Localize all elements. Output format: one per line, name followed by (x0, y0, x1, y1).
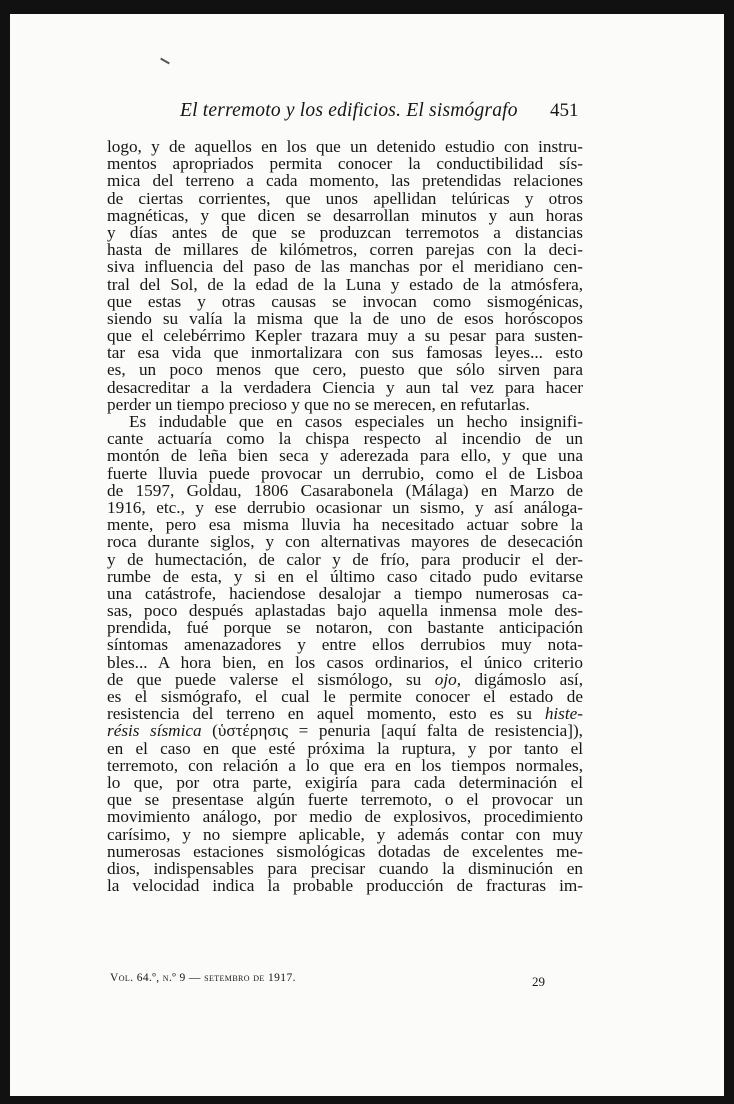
text-line: lo que, por otra parte, exigiría para cada determinación el (107, 772, 583, 792)
text-line: de ciertas corrientes, que unos apellidan telúricas y otros (107, 188, 583, 208)
text-line: résis sísmica (ὑστέρησις = penuria [aquí falta de resistencia]), (107, 721, 583, 741)
signature-mark: 29 (532, 974, 545, 989)
text-line: tar esa vida que inmortalizara con sus famosas leyes... esto (107, 343, 583, 363)
text-line: cante actuaría como la chispa respecto al incendio de un (107, 429, 583, 449)
running-title: El terremoto y los edificios. El sismógrafo (180, 100, 518, 121)
text-line: es el sismógrafo, el cual le permite conocer el estado de (107, 687, 583, 706)
text-line: carísimo, y no siempre aplicable, y además contar con muy (107, 824, 583, 844)
text-line: que el celebérrimo Kepler trazara muy a su pesar para susten- (107, 326, 583, 346)
text-line: movimiento análogo, por medio de explosivos, procedimiento (107, 807, 583, 827)
text-line: de 1597, Goldau, 1806 Casarabonela (Málaga) en Marzo de (107, 480, 583, 500)
text-line: mentos apropriados permita conocer la conductibilidad sís- (107, 154, 583, 174)
page-header (110, 92, 590, 128)
scan-border-bottom (0, 1096, 734, 1104)
text-line: que estas y otras causas se invocan como sismogénicas, (107, 291, 583, 311)
page-footer (110, 972, 590, 994)
text-line: numerosas estaciones sismológicas dotadas de excelentes me- (107, 841, 583, 861)
stray-ink-mark (160, 58, 170, 65)
text-line: dios, indispensables para precisar cuando la disminución en (107, 858, 583, 878)
text-line: sas, poco después aplastadas bajo aquella inmensa mole des- (107, 601, 583, 621)
text-line: perder un tiempo precioso y que no se merecen, en refutarlas. (107, 394, 530, 414)
text-line: hasta de millares de kilómetros, corren parejas con la deci- (107, 240, 583, 260)
volume-info: Vol. 64.º, n.º 9 — setembro de 1917. (110, 972, 296, 984)
text-line: desacreditar a la verdadera Ciencia y aun tal vez para hacer (107, 377, 583, 397)
text-line: y de humectación, de calor y de frío, para producir el der- (107, 549, 583, 569)
text-line: y días antes de que se produzcan terremotos a distancias (107, 222, 583, 242)
text-line: Es indudable que en casos especiales un hecho insignifi- (129, 412, 583, 431)
text-line: mente, pero esa misma lluvia ha necesitado actuar sobre la (107, 515, 583, 535)
text-line: resistencia del terreno en aquel momento, esto es su histe- (107, 704, 583, 724)
text-line: siendo su valía la misma que la de uno de esos horóscopos (107, 308, 583, 328)
text-line: tral del Sol, de la edad de la Luna y estado de la atmósfera, (107, 274, 583, 294)
text-line: en el caso en que esté próxima la ruptura, y por tanto el (107, 738, 583, 758)
text-line: terremoto, con relación a lo que era en los tiempos normales, (107, 755, 583, 775)
scan-border-top (0, 0, 734, 14)
text-line: fuerte lluvia puede provocar un derrubio, como el de Lisboa (107, 463, 583, 483)
text-line: magnéticas, y que dicen se desarrollan minutos y aun horas (107, 205, 583, 225)
text-line: que se presentase algún fuerte terremoto, o el provocar un (107, 790, 583, 810)
scan-border-right (724, 0, 734, 1104)
text-line: bles... A hora bien, en los casos ordinarios, el único criterio (107, 652, 583, 672)
text-line: prendida, fué porque se notaron, con bastante anticipación (107, 618, 583, 638)
text-line: de que puede valerse el sismólogo, su ojo, digámoslo así, (107, 669, 583, 689)
page-number: 451 (550, 100, 579, 121)
text-line: roca durante siglos, y con alternativas mayores de desecación (107, 532, 583, 552)
text-line: siva influencia del paso de las manchas por el meridiano cen- (107, 257, 583, 277)
text-line: síntomas amenazadores y entre ellos derrubios muy nota- (107, 635, 583, 655)
text-line: montón de leña bien seca y aderezada para ello, y que una (107, 446, 583, 466)
body-text (107, 138, 583, 894)
text-line: es, un poco menos que cero, puesto que sólo sirven para (107, 360, 583, 380)
text-line: una catástrofe, haciendose desalojar a tiempo numerosas ca- (107, 583, 583, 603)
text-line: mica del terreno a cada momento, las pretendidas relaciones (107, 171, 583, 191)
text-line: logo, y de aquellos en los que un detenido estudio con instru- (107, 137, 583, 156)
book-page (10, 14, 724, 1096)
text-line: rumbe de esta, y si en el último caso citado pudo evitarse (107, 566, 583, 586)
text-line: 1916, etc., y ese derrubio ocasionar un sismo, y así análoga- (107, 497, 583, 517)
text-line: la velocidad indica la probable producción de fracturas im- (107, 876, 583, 896)
scan-border-left (0, 0, 10, 1104)
